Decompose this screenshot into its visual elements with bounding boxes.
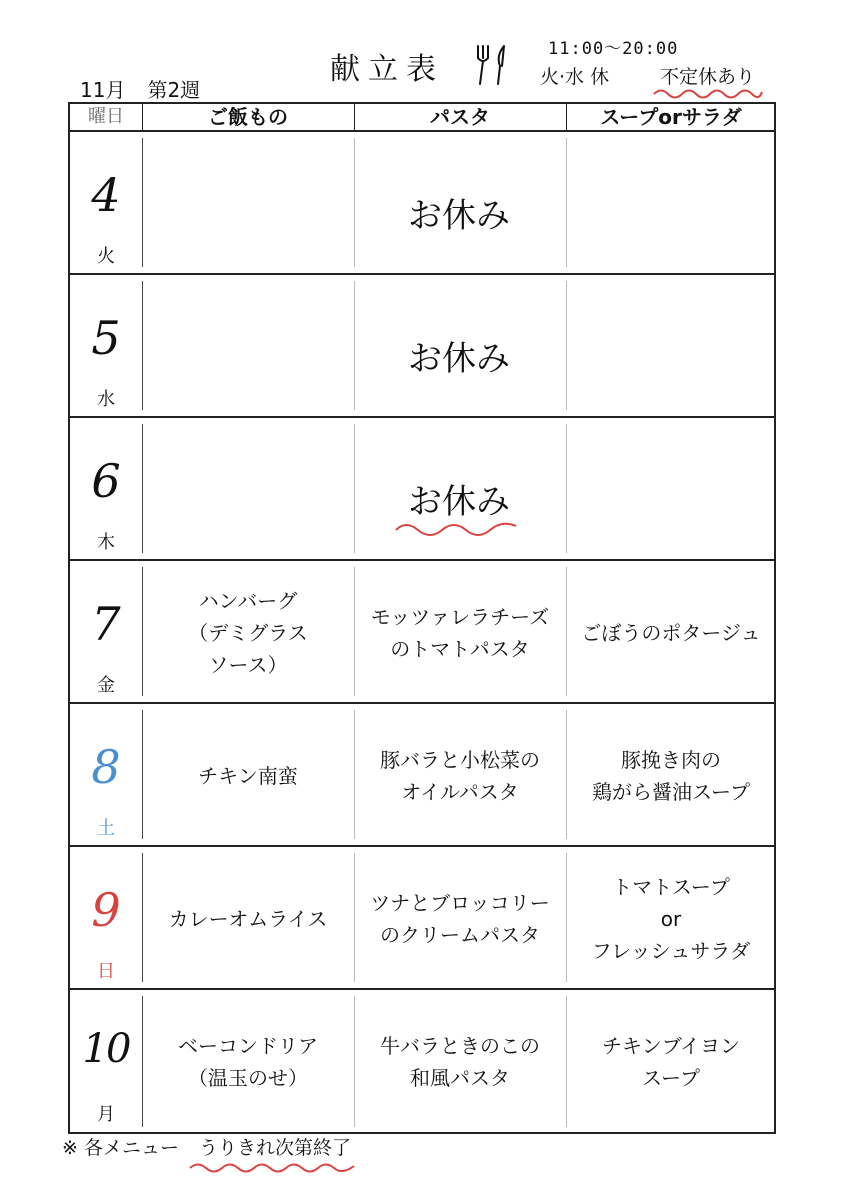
pasta-dish: モッツァレラチーズ のトマトパスタ bbox=[370, 604, 550, 661]
day-weekday: 金 bbox=[97, 675, 115, 696]
month-label: 11月 bbox=[80, 78, 126, 102]
business-hours: 11:00〜20:00 bbox=[548, 39, 679, 59]
rice-dish: チキン南蛮 bbox=[198, 763, 298, 788]
day-number: 10 bbox=[82, 1026, 130, 1072]
soup-dish: トマトスープ or フレッシュサラダ bbox=[591, 874, 751, 963]
page-title: 献立表 bbox=[330, 52, 444, 87]
day-number: 7 bbox=[91, 597, 121, 651]
table-row bbox=[70, 132, 774, 275]
cutlery-icon bbox=[470, 42, 514, 88]
day-number: 5 bbox=[91, 311, 121, 365]
table-row bbox=[70, 418, 774, 561]
holiday-text: お休み bbox=[408, 196, 510, 236]
soup-dish: ごぼうのポタージュ bbox=[581, 620, 761, 645]
week-label: 第2週 bbox=[147, 78, 201, 102]
header-day: 曜日 bbox=[88, 106, 124, 127]
rice-dish: ベーコンドリア （温玉のせ） bbox=[178, 1033, 318, 1090]
menu-label: 各メニュー bbox=[83, 1137, 179, 1159]
table-row bbox=[70, 561, 774, 704]
day-weekday: 木 bbox=[97, 532, 115, 553]
period-label bbox=[80, 74, 222, 103]
day-weekday: 日 bbox=[97, 961, 115, 982]
table-header bbox=[70, 104, 774, 132]
day-weekday: 火 bbox=[97, 246, 115, 267]
footer-note bbox=[62, 1133, 351, 1160]
closed-days: 火·水 休 bbox=[540, 66, 610, 88]
sold-out-note: うりきれ次第終了 bbox=[199, 1137, 352, 1159]
day-number: 4 bbox=[91, 168, 121, 222]
header-rice: ご飯もの bbox=[208, 105, 288, 129]
pasta-dish: 豚バラと小松菜の オイルパスタ bbox=[380, 747, 540, 804]
day-weekday: 月 bbox=[97, 1104, 115, 1125]
rice-dish: カレーオムライス bbox=[168, 906, 328, 931]
rice-dish: ハンバーグ （デミグラス ソース） bbox=[188, 588, 308, 677]
day-weekday: 土 bbox=[97, 818, 115, 839]
soup-dish: 豚挽き肉の 鶏がら醤油スープ bbox=[592, 747, 750, 804]
holiday-text: お休み bbox=[408, 482, 510, 522]
wavy-underline bbox=[652, 86, 764, 100]
day-number: 9 bbox=[91, 883, 121, 937]
holiday-text: お休み bbox=[408, 339, 510, 379]
note-mark: ※ bbox=[62, 1137, 78, 1159]
table-row bbox=[70, 275, 774, 418]
table-row bbox=[70, 847, 774, 990]
wavy-underline bbox=[188, 1160, 358, 1174]
menu-table bbox=[68, 102, 776, 1134]
table-row bbox=[70, 990, 774, 1133]
pasta-dish: ツナとブロッコリー のクリームパスタ bbox=[370, 890, 550, 947]
soup-dish: チキンブイヨン スープ bbox=[602, 1033, 740, 1090]
header-pasta: パスタ bbox=[430, 105, 490, 129]
day-number: 8 bbox=[91, 740, 121, 794]
header-soup: スープorサラダ bbox=[600, 105, 742, 129]
table-row bbox=[70, 704, 774, 847]
day-weekday: 水 bbox=[97, 389, 115, 410]
irregular-closing: 不定休あり bbox=[660, 66, 756, 88]
pasta-dish: 牛バラときのこの 和風パスタ bbox=[380, 1033, 540, 1090]
day-number: 6 bbox=[91, 454, 121, 508]
wavy-underline bbox=[392, 518, 522, 540]
